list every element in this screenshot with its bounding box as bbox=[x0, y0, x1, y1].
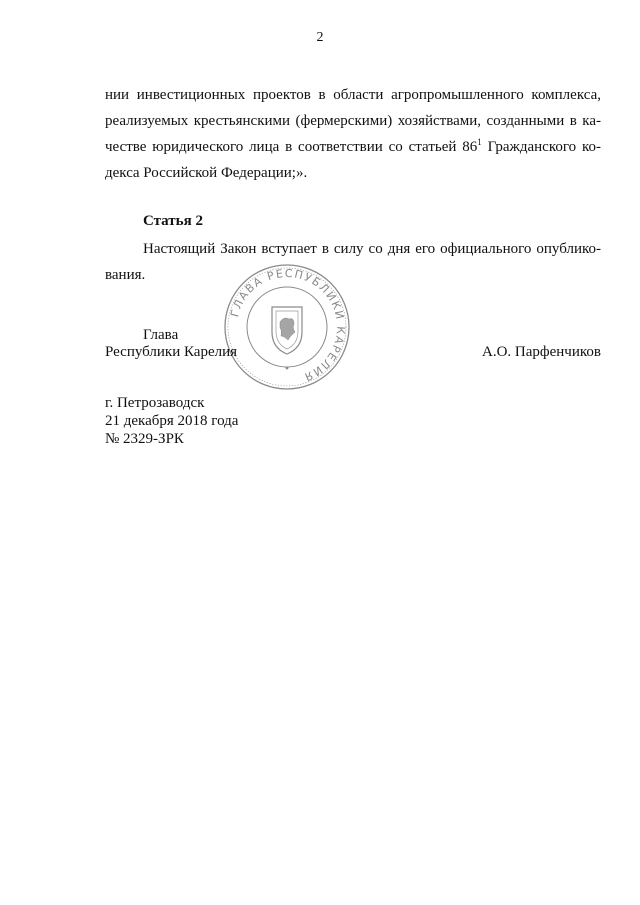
signatory-name: А.О. Парфенчиков bbox=[482, 344, 601, 360]
article-body bbox=[105, 236, 601, 288]
article-line-2: вания. bbox=[105, 267, 146, 283]
intro-line-4: дексa Российской Федерации;». bbox=[105, 165, 308, 181]
official-seal bbox=[222, 262, 352, 392]
document-number: № 2329-ЗРК bbox=[105, 431, 184, 447]
intro-paragraph bbox=[105, 82, 601, 186]
document-city: г. Петрозаводск bbox=[105, 395, 205, 411]
article-line-1: Настоящий Закон вступает в силу со дня его официального опублико- bbox=[143, 241, 601, 257]
page-number: 2 bbox=[316, 30, 324, 45]
signatory-title-line-2: Республики Карелия bbox=[105, 344, 238, 360]
document-date: 21 декабря 2018 года bbox=[105, 413, 239, 429]
article-superscript: 1 bbox=[477, 137, 482, 147]
svg-text:ГЛАВА РЕСПУБЛИКИ КАРЕЛИЯ: ГЛАВА РЕСПУБЛИКИ КАРЕЛИЯ bbox=[228, 266, 348, 384]
intro-line-3-text: честве юридического лица в соответствии со статьей 86 bbox=[105, 139, 478, 155]
signatory-title-line-1: Глава bbox=[143, 327, 179, 343]
article-heading: Статья 2 bbox=[143, 213, 203, 229]
intro-line-3-tail: Гражданского ко- bbox=[481, 139, 601, 155]
intro-line-2: реализуемых крестьянскими (фермерскими) хозяйствами, созданными в ка- bbox=[105, 113, 601, 129]
coat-of-arms-icon bbox=[272, 307, 302, 354]
intro-line-1: нии инвестиционных проектов в области агропромышленного комплекса, bbox=[105, 87, 601, 103]
intro-line-3 bbox=[105, 134, 601, 160]
